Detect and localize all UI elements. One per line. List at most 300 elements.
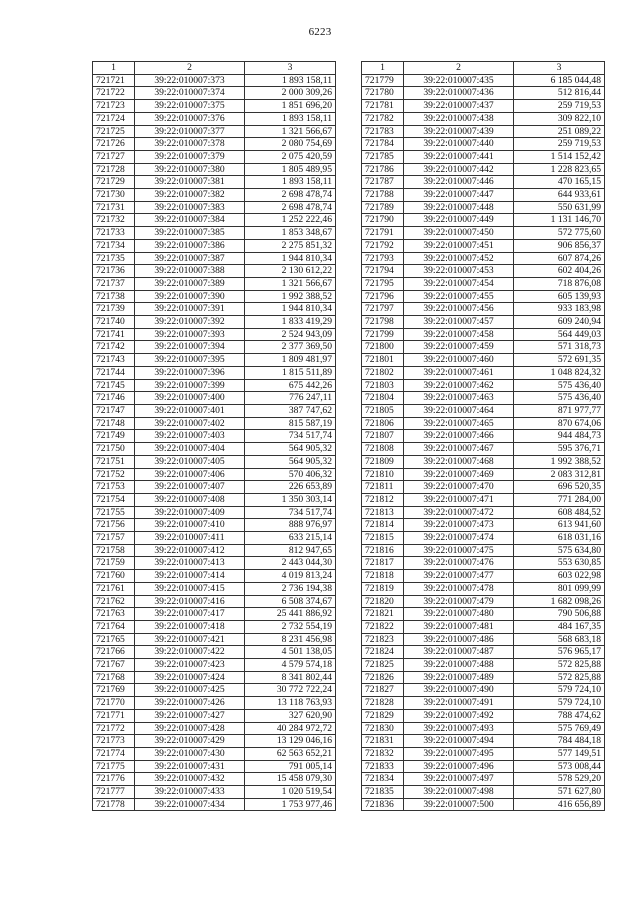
table-row [362, 747, 605, 760]
value-cell: 2 698 478,74 [245, 189, 336, 202]
cadastral-number-cell: 39:22:010007:374 [135, 87, 245, 100]
table-row [93, 252, 336, 265]
value-cell: 2 377 369,50 [245, 341, 336, 354]
row-number-cell: 721775 [93, 760, 135, 773]
value-cell: 579 724,10 [514, 697, 605, 710]
value-cell: 572 775,60 [514, 227, 605, 240]
row-number-cell: 721753 [93, 481, 135, 494]
page-number: 6223 [308, 26, 332, 38]
cadastral-number-cell: 39:22:010007:497 [404, 773, 514, 786]
cadastral-number-cell: 39:22:010007:396 [135, 366, 245, 379]
cadastral-number-cell: 39:22:010007:426 [135, 697, 245, 710]
row-number-cell: 721744 [93, 366, 135, 379]
cadastral-number-cell: 39:22:010007:451 [404, 239, 514, 252]
row-number-cell: 721836 [362, 798, 404, 811]
table-row [362, 532, 605, 545]
value-cell: 1 893 158,11 [245, 176, 336, 189]
table-row [93, 493, 336, 506]
table-row [93, 125, 336, 138]
row-number-cell: 721814 [362, 519, 404, 532]
value-cell: 1 853 348,67 [245, 227, 336, 240]
table-row [93, 798, 336, 811]
value-cell: 577 149,51 [514, 747, 605, 760]
row-number-cell: 721752 [93, 468, 135, 481]
cadastral-number-cell: 39:22:010007:422 [135, 646, 245, 659]
cadastral-number-cell: 39:22:010007:412 [135, 544, 245, 557]
value-cell: 564 449,03 [514, 328, 605, 341]
table-row [93, 417, 336, 430]
value-cell: 251 089,22 [514, 125, 605, 138]
cadastral-number-cell: 39:22:010007:415 [135, 582, 245, 595]
cadastral-number-cell: 39:22:010007:466 [404, 430, 514, 443]
value-cell: 605 139,93 [514, 290, 605, 303]
row-number-cell: 721800 [362, 341, 404, 354]
value-cell: 603 022,98 [514, 570, 605, 583]
value-cell: 2 075 420,59 [245, 150, 336, 163]
table-row [93, 74, 336, 87]
row-number-cell: 721730 [93, 189, 135, 202]
row-number-cell: 721755 [93, 506, 135, 519]
value-cell: 1 851 696,20 [245, 100, 336, 113]
value-cell: 933 183,98 [514, 303, 605, 316]
cadastral-number-cell: 39:22:010007:407 [135, 481, 245, 494]
row-number-cell: 721776 [93, 773, 135, 786]
table-row [362, 722, 605, 735]
value-cell: 696 520,35 [514, 481, 605, 494]
value-cell: 2 732 554,19 [245, 620, 336, 633]
value-cell: 644 933,61 [514, 189, 605, 202]
row-number-cell: 721821 [362, 608, 404, 621]
row-number-cell: 721798 [362, 316, 404, 329]
cadastral-number-cell: 39:22:010007:480 [404, 608, 514, 621]
row-number-cell: 721813 [362, 506, 404, 519]
table-row [362, 608, 605, 621]
row-number-cell: 721831 [362, 735, 404, 748]
row-number-cell: 721801 [362, 354, 404, 367]
value-cell: 575 436,40 [514, 392, 605, 405]
row-number-cell: 721780 [362, 87, 404, 100]
table-row [93, 786, 336, 799]
table-row [93, 430, 336, 443]
table-row [93, 163, 336, 176]
table-row [362, 633, 605, 646]
row-number-cell: 721771 [93, 709, 135, 722]
row-number-cell: 721784 [362, 138, 404, 151]
cadastral-number-cell: 39:22:010007:481 [404, 620, 514, 633]
cadastral-number-cell: 39:22:010007:380 [135, 163, 245, 176]
table-row [93, 747, 336, 760]
cadastral-number-cell: 39:22:010007:465 [404, 417, 514, 430]
row-number-cell: 721804 [362, 392, 404, 405]
value-cell: 484 167,35 [514, 620, 605, 633]
cadastral-number-cell: 39:22:010007:421 [135, 633, 245, 646]
table-row [362, 163, 605, 176]
value-cell: 226 653,89 [245, 481, 336, 494]
cadastral-number-cell: 39:22:010007:442 [404, 163, 514, 176]
row-number-cell: 721835 [362, 786, 404, 799]
row-number-cell: 721815 [362, 532, 404, 545]
table-row [362, 201, 605, 214]
cadastral-number-cell: 39:22:010007:409 [135, 506, 245, 519]
table-row [93, 532, 336, 545]
cadastral-number-cell: 39:22:010007:496 [404, 760, 514, 773]
value-cell: 571 318,73 [514, 341, 605, 354]
table-row [93, 100, 336, 113]
table-row [93, 392, 336, 405]
value-cell: 512 816,44 [514, 87, 605, 100]
table-row [93, 239, 336, 252]
value-cell: 570 406,32 [245, 468, 336, 481]
row-number-cell: 721732 [93, 214, 135, 227]
value-cell: 1 753 977,46 [245, 798, 336, 811]
value-cell: 62 563 652,21 [245, 747, 336, 760]
value-cell: 13 118 763,93 [245, 697, 336, 710]
value-cell: 2 080 754,69 [245, 138, 336, 151]
table-row [362, 659, 605, 672]
table-row [93, 570, 336, 583]
cadastral-number-cell: 39:22:010007:460 [404, 354, 514, 367]
table-header-row [93, 62, 336, 75]
table-row [362, 506, 605, 519]
value-cell: 1 992 388,52 [514, 455, 605, 468]
value-cell: 470 165,15 [514, 176, 605, 189]
row-number-cell: 721820 [362, 595, 404, 608]
table-row [362, 493, 605, 506]
value-cell: 1 350 303,14 [245, 493, 336, 506]
table-row [93, 443, 336, 456]
value-cell: 1 321 566,67 [245, 277, 336, 290]
row-number-cell: 721785 [362, 150, 404, 163]
value-cell: 608 484,52 [514, 506, 605, 519]
cadastral-number-cell: 39:22:010007:431 [135, 760, 245, 773]
table-row [93, 671, 336, 684]
left-register-table [92, 61, 336, 811]
value-cell: 812 947,65 [245, 544, 336, 557]
table-row [362, 290, 605, 303]
row-number-cell: 721810 [362, 468, 404, 481]
table-row [362, 582, 605, 595]
value-cell: 2 524 943,09 [245, 328, 336, 341]
cadastral-number-cell: 39:22:010007:395 [135, 354, 245, 367]
cadastral-number-cell: 39:22:010007:475 [404, 544, 514, 557]
value-cell: 564 905,32 [245, 443, 336, 456]
row-number-cell: 721783 [362, 125, 404, 138]
cadastral-number-cell: 39:22:010007:494 [404, 735, 514, 748]
row-number-cell: 721727 [93, 150, 135, 163]
cadastral-number-cell: 39:22:010007:377 [135, 125, 245, 138]
row-number-cell: 721834 [362, 773, 404, 786]
row-number-cell: 721774 [93, 747, 135, 760]
cadastral-number-cell: 39:22:010007:450 [404, 227, 514, 240]
cadastral-number-cell: 39:22:010007:394 [135, 341, 245, 354]
value-cell: 2 000 309,26 [245, 87, 336, 100]
column-header: 2 [404, 62, 514, 75]
row-number-cell: 721791 [362, 227, 404, 240]
value-cell: 771 284,00 [514, 493, 605, 506]
cadastral-number-cell: 39:22:010007:472 [404, 506, 514, 519]
cadastral-number-cell: 39:22:010007:417 [135, 608, 245, 621]
cadastral-number-cell: 39:22:010007:468 [404, 455, 514, 468]
value-cell: 734 517,74 [245, 430, 336, 443]
cadastral-number-cell: 39:22:010007:438 [404, 112, 514, 125]
row-number-cell: 721803 [362, 379, 404, 392]
row-number-cell: 721735 [93, 252, 135, 265]
value-cell: 571 627,80 [514, 786, 605, 799]
row-number-cell: 721759 [93, 557, 135, 570]
row-number-cell: 721738 [93, 290, 135, 303]
row-number-cell: 721743 [93, 354, 135, 367]
table-header-row [362, 62, 605, 75]
value-cell: 1 321 566,67 [245, 125, 336, 138]
column-header: 2 [135, 62, 245, 75]
value-cell: 259 719,53 [514, 100, 605, 113]
cadastral-number-cell: 39:22:010007:399 [135, 379, 245, 392]
row-number-cell: 721796 [362, 290, 404, 303]
table-row [362, 239, 605, 252]
cadastral-number-cell: 39:22:010007:379 [135, 150, 245, 163]
row-number-cell: 721721 [93, 74, 135, 87]
value-cell: 1 944 810,34 [245, 303, 336, 316]
row-number-cell: 721767 [93, 659, 135, 672]
cadastral-number-cell: 39:22:010007:404 [135, 443, 245, 456]
cadastral-number-cell: 39:22:010007:428 [135, 722, 245, 735]
value-cell: 595 376,71 [514, 443, 605, 456]
value-cell: 564 905,32 [245, 455, 336, 468]
table-row [93, 633, 336, 646]
table-row [93, 659, 336, 672]
value-cell: 1 893 158,11 [245, 112, 336, 125]
row-number-cell: 721819 [362, 582, 404, 595]
value-cell: 550 631,99 [514, 201, 605, 214]
value-cell: 15 458 079,30 [245, 773, 336, 786]
cadastral-number-cell: 39:22:010007:474 [404, 532, 514, 545]
table-row [93, 709, 336, 722]
value-cell: 2 275 851,32 [245, 239, 336, 252]
value-cell: 1 514 152,42 [514, 150, 605, 163]
table-row [362, 227, 605, 240]
row-number-cell: 721765 [93, 633, 135, 646]
cadastral-number-cell: 39:22:010007:493 [404, 722, 514, 735]
value-cell: 416 656,89 [514, 798, 605, 811]
value-cell: 790 506,88 [514, 608, 605, 621]
table-row [362, 570, 605, 583]
value-cell: 572 825,88 [514, 659, 605, 672]
row-number-cell: 721826 [362, 671, 404, 684]
cadastral-number-cell: 39:22:010007:385 [135, 227, 245, 240]
cadastral-number-cell: 39:22:010007:432 [135, 773, 245, 786]
cadastral-number-cell: 39:22:010007:408 [135, 493, 245, 506]
value-cell: 718 876,08 [514, 277, 605, 290]
value-cell: 30 772 722,24 [245, 684, 336, 697]
value-cell: 784 484,18 [514, 735, 605, 748]
row-number-cell: 721793 [362, 252, 404, 265]
cadastral-number-cell: 39:22:010007:462 [404, 379, 514, 392]
cadastral-number-cell: 39:22:010007:376 [135, 112, 245, 125]
row-number-cell: 721750 [93, 443, 135, 456]
table-row [93, 265, 336, 278]
row-number-cell: 721818 [362, 570, 404, 583]
table-row [93, 506, 336, 519]
value-cell: 575 634,80 [514, 544, 605, 557]
cadastral-number-cell: 39:22:010007:400 [135, 392, 245, 405]
value-cell: 4 019 813,24 [245, 570, 336, 583]
table-row [93, 760, 336, 773]
row-number-cell: 721756 [93, 519, 135, 532]
value-cell: 387 747,62 [245, 404, 336, 417]
value-cell: 633 215,14 [245, 532, 336, 545]
cadastral-number-cell: 39:22:010007:413 [135, 557, 245, 570]
row-number-cell: 721808 [362, 443, 404, 456]
value-cell: 2 130 612,22 [245, 265, 336, 278]
row-number-cell: 721805 [362, 404, 404, 417]
value-cell: 2 736 194,38 [245, 582, 336, 595]
cadastral-number-cell: 39:22:010007:378 [135, 138, 245, 151]
table-row [362, 519, 605, 532]
table-row [362, 430, 605, 443]
value-cell: 1 020 519,54 [245, 786, 336, 799]
table-row [362, 277, 605, 290]
row-number-cell: 721729 [93, 176, 135, 189]
cadastral-number-cell: 39:22:010007:452 [404, 252, 514, 265]
value-cell: 788 474,62 [514, 709, 605, 722]
row-number-cell: 721723 [93, 100, 135, 113]
value-cell: 40 284 972,72 [245, 722, 336, 735]
table-row [362, 735, 605, 748]
value-cell: 801 099,99 [514, 582, 605, 595]
table-row [362, 443, 605, 456]
cadastral-number-cell: 39:22:010007:430 [135, 747, 245, 760]
table-row [93, 481, 336, 494]
row-number-cell: 721830 [362, 722, 404, 735]
cadastral-number-cell: 39:22:010007:490 [404, 684, 514, 697]
column-header: 1 [93, 62, 135, 75]
cadastral-number-cell: 39:22:010007:389 [135, 277, 245, 290]
table-row [362, 125, 605, 138]
row-number-cell: 721764 [93, 620, 135, 633]
value-cell: 815 587,19 [245, 417, 336, 430]
cadastral-number-cell: 39:22:010007:467 [404, 443, 514, 456]
row-number-cell: 721772 [93, 722, 135, 735]
value-cell: 553 630,85 [514, 557, 605, 570]
value-cell: 1 228 823,65 [514, 163, 605, 176]
cadastral-number-cell: 39:22:010007:489 [404, 671, 514, 684]
value-cell: 2 698 478,74 [245, 201, 336, 214]
row-number-cell: 721741 [93, 328, 135, 341]
value-cell: 8 341 802,44 [245, 671, 336, 684]
table-row [362, 354, 605, 367]
value-cell: 613 941,60 [514, 519, 605, 532]
row-number-cell: 721742 [93, 341, 135, 354]
value-cell: 776 247,11 [245, 392, 336, 405]
cadastral-number-cell: 39:22:010007:436 [404, 87, 514, 100]
cadastral-number-cell: 39:22:010007:424 [135, 671, 245, 684]
cadastral-number-cell: 39:22:010007:457 [404, 316, 514, 329]
row-number-cell: 721777 [93, 786, 135, 799]
value-cell: 609 240,94 [514, 316, 605, 329]
table-row [93, 290, 336, 303]
cadastral-number-cell: 39:22:010007:403 [135, 430, 245, 443]
value-cell: 734 517,74 [245, 506, 336, 519]
cadastral-number-cell: 39:22:010007:491 [404, 697, 514, 710]
cadastral-number-cell: 39:22:010007:495 [404, 747, 514, 760]
cadastral-number-cell: 39:22:010007:486 [404, 633, 514, 646]
cadastral-number-cell: 39:22:010007:433 [135, 786, 245, 799]
cadastral-number-cell: 39:22:010007:447 [404, 189, 514, 202]
table-row [93, 214, 336, 227]
row-number-cell: 721822 [362, 620, 404, 633]
table-row [362, 265, 605, 278]
row-number-cell: 721769 [93, 684, 135, 697]
table-row [362, 392, 605, 405]
table-row [362, 87, 605, 100]
row-number-cell: 721728 [93, 163, 135, 176]
cadastral-number-cell: 39:22:010007:440 [404, 138, 514, 151]
value-cell: 618 031,16 [514, 532, 605, 545]
column-header: 1 [362, 62, 404, 75]
table-row [362, 468, 605, 481]
cadastral-number-cell: 39:22:010007:456 [404, 303, 514, 316]
table-row [362, 303, 605, 316]
table-row [362, 455, 605, 468]
row-number-cell: 721760 [93, 570, 135, 583]
row-number-cell: 721782 [362, 112, 404, 125]
cadastral-number-cell: 39:22:010007:448 [404, 201, 514, 214]
row-number-cell: 721761 [93, 582, 135, 595]
table-row [93, 150, 336, 163]
table-row [93, 227, 336, 240]
cadastral-number-cell: 39:22:010007:410 [135, 519, 245, 532]
value-cell: 4 579 574,18 [245, 659, 336, 672]
value-cell: 6 185 044,48 [514, 74, 605, 87]
table-row [93, 773, 336, 786]
value-cell: 607 874,26 [514, 252, 605, 265]
row-number-cell: 721733 [93, 227, 135, 240]
table-row [362, 379, 605, 392]
cadastral-number-cell: 39:22:010007:423 [135, 659, 245, 672]
cadastral-number-cell: 39:22:010007:471 [404, 493, 514, 506]
table-row [362, 773, 605, 786]
value-cell: 888 976,97 [245, 519, 336, 532]
row-number-cell: 721768 [93, 671, 135, 684]
cadastral-number-cell: 39:22:010007:386 [135, 239, 245, 252]
row-number-cell: 721745 [93, 379, 135, 392]
table-row [93, 366, 336, 379]
cadastral-number-cell: 39:22:010007:416 [135, 595, 245, 608]
value-cell: 578 529,20 [514, 773, 605, 786]
table-row [93, 697, 336, 710]
cadastral-number-cell: 39:22:010007:387 [135, 252, 245, 265]
row-number-cell: 721754 [93, 493, 135, 506]
value-cell: 602 404,26 [514, 265, 605, 278]
row-number-cell: 721833 [362, 760, 404, 773]
table-row [93, 582, 336, 595]
row-number-cell: 721725 [93, 125, 135, 138]
table-row [362, 189, 605, 202]
value-cell: 2 443 044,30 [245, 557, 336, 570]
table-row [93, 519, 336, 532]
row-number-cell: 721734 [93, 239, 135, 252]
value-cell: 870 674,06 [514, 417, 605, 430]
cadastral-number-cell: 39:22:010007:435 [404, 74, 514, 87]
table-row [362, 709, 605, 722]
cadastral-number-cell: 39:22:010007:441 [404, 150, 514, 163]
table-row [362, 316, 605, 329]
cadastral-number-cell: 39:22:010007:473 [404, 519, 514, 532]
value-cell: 8 231 456,98 [245, 633, 336, 646]
table-row [362, 404, 605, 417]
cadastral-number-cell: 39:22:010007:381 [135, 176, 245, 189]
cadastral-number-cell: 39:22:010007:477 [404, 570, 514, 583]
